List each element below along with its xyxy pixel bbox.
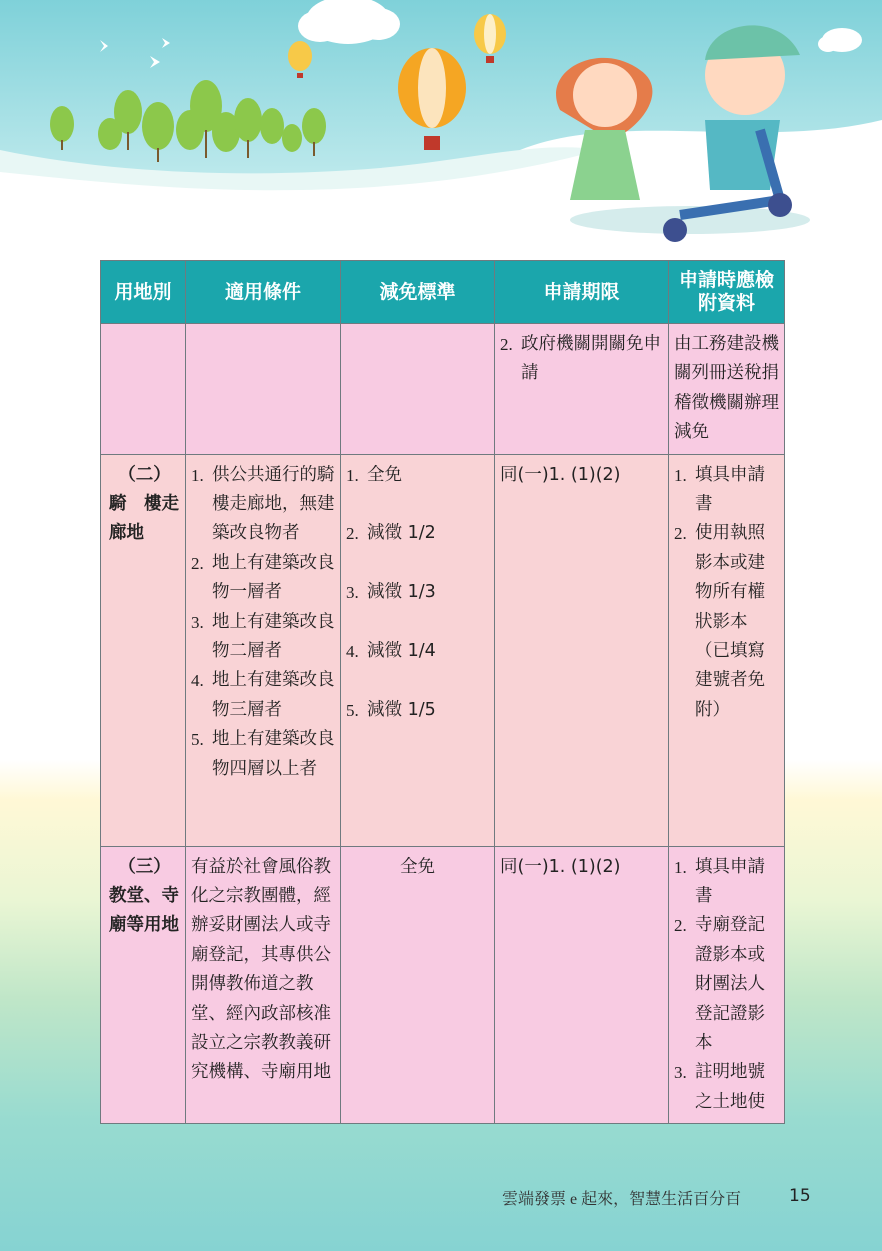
header-conditions: 適用條件 — [186, 261, 341, 324]
condition-text: 有益於社會風俗教化之宗教團體，經辦妥財團法人或寺廟登記，其專供公開傳教佈道之教堂、經內政部核准設立之宗教教義研究機構、寺廟用地 — [191, 856, 331, 1083]
standard-cell — [341, 454, 495, 846]
period-text: 同(一)1. (1)(2) — [500, 464, 621, 485]
period-item-text: 政府機關開關免申請 — [521, 334, 661, 384]
table-row — [101, 324, 785, 455]
document-item-number: 2. — [674, 916, 687, 936]
tax-exemption-table — [100, 260, 785, 1124]
document-item-text: 註明地號之土地使 — [695, 1062, 765, 1112]
category-name: 教堂、寺廟等用地 — [109, 886, 179, 936]
header-reduction-standard: 減免標準 — [341, 261, 495, 324]
conditions-cell — [186, 324, 341, 455]
condition-item-text: 地上有建築改良物四層以上者 — [212, 729, 335, 779]
document-item-text: 寺廟登記證影本或財團法人登記證影本 — [695, 915, 765, 1054]
period-text: 同(一)1. (1)(2) — [500, 856, 621, 877]
documents-cell — [669, 454, 785, 846]
header-application-period: 申請期限 — [495, 261, 669, 324]
condition-item-number: 5. — [191, 730, 204, 750]
document-item-number: 1. — [674, 465, 687, 485]
standard-item-text: 減徵 1/5 — [367, 699, 436, 720]
condition-item-number: 1. — [191, 465, 204, 485]
condition-item-number: 2. — [191, 553, 204, 573]
standard-item — [346, 519, 489, 548]
condition-item-text: 供公共通行的騎樓走廊地，無建築改良物者 — [212, 464, 335, 544]
documents-cell — [669, 324, 785, 455]
category-name: 騎 樓走廊地 — [109, 494, 179, 544]
period-cell — [495, 454, 669, 846]
condition-item — [191, 608, 335, 667]
documents-cell — [669, 846, 785, 1124]
condition-item — [191, 461, 335, 549]
standard-item-number: 5. — [346, 700, 359, 720]
standard-item — [346, 637, 489, 666]
document-item — [674, 461, 779, 520]
standard-item-number: 3. — [346, 583, 359, 603]
document-item-text: 使用執照影本或建物所有權狀影本（已填寫建號者免附） — [695, 523, 765, 720]
standard-item — [346, 696, 489, 725]
standard-item — [346, 578, 489, 607]
standard-item-text: 全免 — [367, 464, 402, 485]
table-row — [101, 454, 785, 846]
document-item-text: 填具申請書 — [695, 856, 765, 907]
condition-item — [191, 549, 335, 608]
document-item-number: 1. — [674, 857, 687, 877]
land-type-cell — [101, 454, 186, 846]
conditions-cell — [186, 846, 341, 1124]
condition-item — [191, 725, 335, 784]
header-land-type: 用地別 — [101, 261, 186, 324]
condition-item-text: 地上有建築改良物二層者 — [212, 611, 335, 662]
table-row — [101, 846, 785, 1124]
period-item-number: 2. — [500, 335, 513, 354]
period-item — [500, 330, 663, 389]
land-type-cell — [101, 324, 186, 455]
category-number: （三） — [118, 856, 171, 877]
standard-item-text: 減徵 1/2 — [367, 523, 436, 544]
footer-slogan: 雲端發票 e 起來，智慧生活百分百 — [502, 1191, 742, 1208]
document-item — [674, 911, 779, 1058]
header-illustration — [0, 0, 882, 250]
document-item-number: 3. — [674, 1063, 687, 1083]
standard-cell — [341, 324, 495, 455]
conditions-cell — [186, 454, 341, 846]
condition-item-number: 3. — [191, 612, 204, 632]
standard-item-number: 1. — [346, 465, 359, 485]
category-number: （二） — [118, 464, 171, 485]
land-type-cell — [101, 846, 186, 1124]
document-item-number: 2. — [674, 524, 687, 544]
condition-item-text: 地上有建築改良物一層者 — [212, 552, 335, 603]
documents-text: 由工務建設機關列冊送稅捐稽徵機關辦理減免 — [674, 334, 779, 443]
standard-text: 全免 — [400, 856, 435, 877]
page-number: 15 — [789, 1186, 811, 1206]
standard-item-text: 減徵 1/4 — [367, 641, 436, 662]
condition-item — [191, 666, 335, 725]
standard-item-text: 減徵 1/3 — [367, 582, 436, 603]
header-required-documents: 申請時應檢附資料 — [669, 261, 785, 324]
standard-cell — [341, 846, 495, 1124]
standard-item-number: 4. — [346, 642, 359, 662]
period-cell — [495, 324, 669, 455]
document-item-text: 填具申請書 — [695, 464, 765, 515]
document-item — [674, 519, 779, 725]
standard-item — [346, 461, 489, 490]
condition-item-number: 4. — [191, 671, 204, 691]
condition-item-text: 地上有建築改良物三層者 — [212, 670, 335, 720]
document-item — [674, 1058, 779, 1117]
standard-item-number: 2. — [346, 524, 359, 544]
document-item — [674, 853, 779, 912]
period-cell — [495, 846, 669, 1124]
table-header-row — [101, 261, 785, 324]
